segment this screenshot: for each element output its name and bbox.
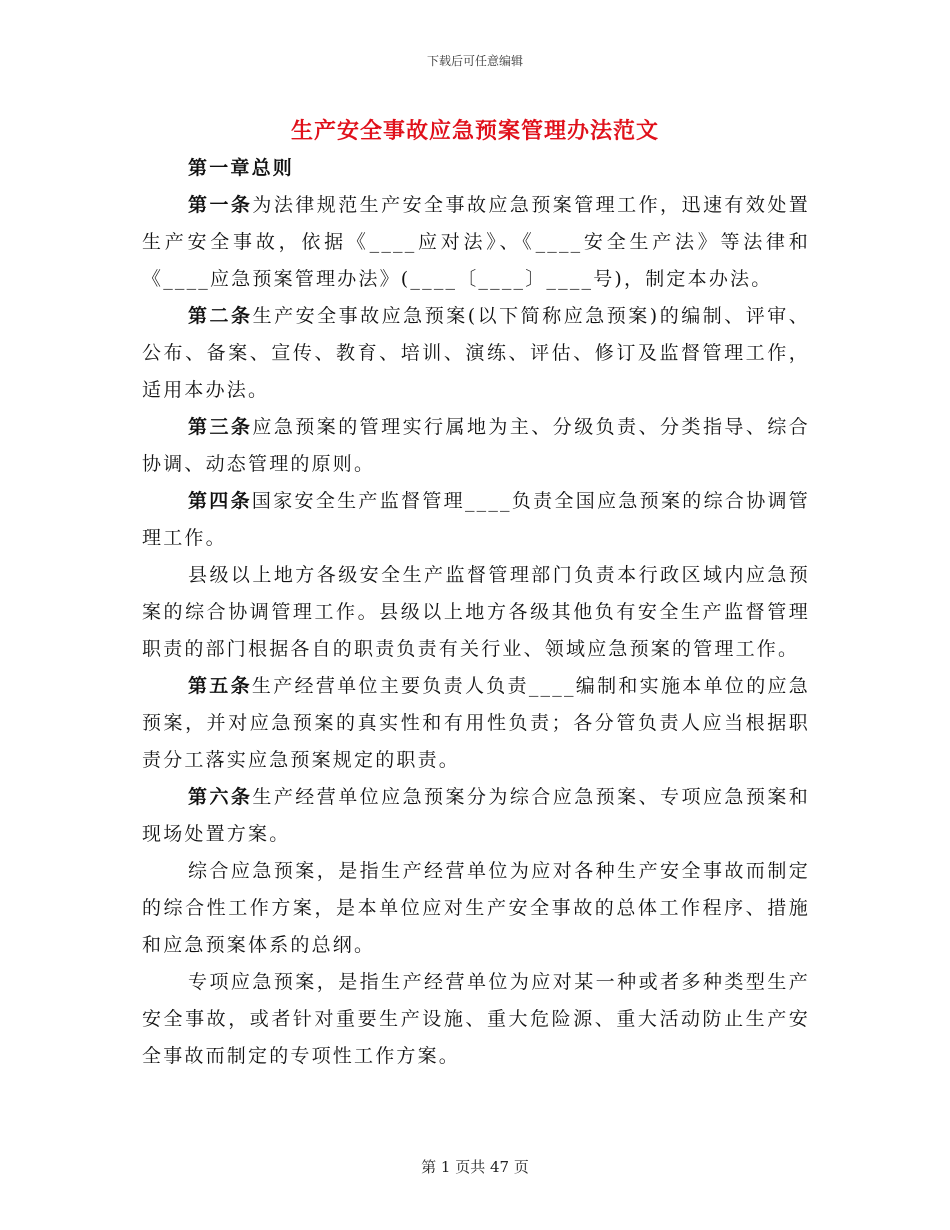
article-label: 第二条 bbox=[188, 305, 253, 327]
chapter-heading: 第一章总则 bbox=[188, 157, 295, 179]
article-label: 第三条 bbox=[188, 416, 253, 438]
article-text: 应急预案的管理实行属地为主、分级负责、分类指导、综合协调、动态管理的原则。 bbox=[142, 416, 810, 475]
article-label: 第五条 bbox=[188, 675, 252, 697]
page-footer: 第 1 页共 47 页 bbox=[421, 1158, 529, 1176]
paragraph-text: 专项应急预案，是指生产经营单位为应对某一种或者多种类型生产安全事故，或者针对重要生产设施、重大危险源、重大活动防止生产安全事故而制定的专项性工作方案。 bbox=[142, 971, 810, 1067]
article-label: 第六条 bbox=[188, 786, 253, 808]
article-6 bbox=[142, 779, 810, 853]
article-text: 国家安全生产监督管理____负责全国应急预案的综合协调管理工作。 bbox=[142, 490, 810, 549]
article-label: 第四条 bbox=[188, 490, 252, 512]
paragraph bbox=[142, 964, 810, 1075]
paragraph bbox=[142, 853, 810, 964]
paragraph-text: 综合应急预案，是指生产经营单位为应对各种生产安全事故而制定的综合性工作方案，是本单位应对生产安全事故的总体工作程序、措施和应急预案体系的总纲。 bbox=[142, 860, 810, 956]
document-title: 生产安全事故应急预案管理办法范文 bbox=[290, 119, 659, 144]
article-text: 生产经营单位主要负责人负责____编制和实施本单位的应急预案，并对应急预案的真实性和有用性负责；各分管负责人应当根据职责分工落实应急预案规定的职责。 bbox=[142, 675, 810, 771]
article-text: 为法律规范生产安全事故应急预案管理工作，迅速有效处置生产安全事故，依据《____应对法》、《____安全生产法》等法律和《____应急预案管理办法》(____〔____〕____号)，制定本办法。 bbox=[142, 194, 810, 290]
article-2 bbox=[142, 298, 810, 409]
article-5 bbox=[142, 668, 810, 779]
page-header: 下载后可任意编辑 bbox=[426, 54, 523, 68]
article-text: 生产安全事故应急预案(以下简称应急预案)的编制、评审、公布、备案、宣传、教育、培训、演练、评估、修订及监督管理工作，适用本办法。 bbox=[142, 305, 810, 401]
article-label: 第一条 bbox=[188, 194, 253, 216]
document-body bbox=[142, 150, 810, 1075]
article-3 bbox=[142, 409, 810, 483]
paragraph-text: 县级以上地方各级安全生产监督管理部门负责本行政区域内应急预案的综合协调管理工作。县级以上地方各级其他负有安全生产监督管理职责的部门根据各自的职责负责有关行业、领域应急预案的管理工作。 bbox=[142, 564, 810, 660]
article-text: 生产经营单位应急预案分为综合应急预案、专项应急预案和现场处置方案。 bbox=[142, 786, 810, 845]
paragraph bbox=[142, 557, 810, 668]
article-4 bbox=[142, 483, 810, 557]
article-1 bbox=[142, 187, 810, 298]
